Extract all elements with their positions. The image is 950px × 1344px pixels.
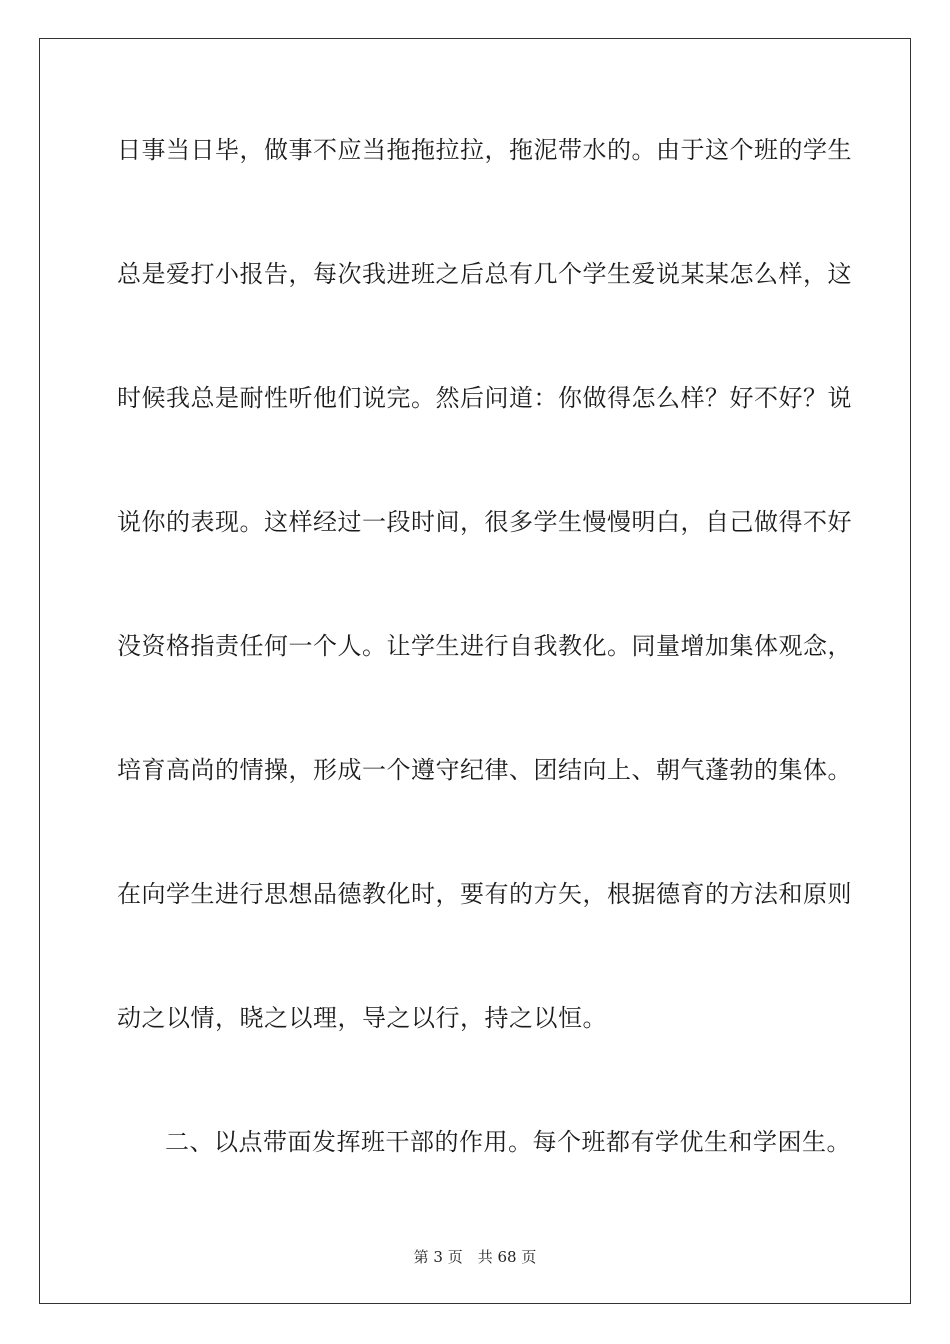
text-line: 日事当日毕，做事不应当拖拖拉拉，拖泥带水的。由于这个班的学生 — [117, 136, 852, 164]
text-line: 在向学生进行思想品德教化时，要有的方矢，根据德育的方法和原则 — [117, 880, 852, 908]
text-line: 培育高尚的情操，形成一个遵守纪律、团结向上、朝气蓬勃的集体。 — [117, 756, 852, 784]
page-number-footer: 第 3 页 共 68 页 — [413, 1248, 537, 1266]
text-line: 动之以情，晓之以理，导之以行，持之以恒。 — [117, 1004, 607, 1032]
text-line: 时候我总是耐性听他们说完。然后问道：你做得怎么样？好不好？说 — [117, 384, 852, 412]
text-line: 说你的表现。这样经过一段时间，很多学生慢慢明白，自己做得不好 — [117, 508, 852, 536]
text-line: 没资格指责任何一个人。让学生进行自我教化。同量增加集体观念， — [117, 632, 852, 660]
text-line: 总是爱打小报告，每次我进班之后总有几个学生爱说某某怎么样，这 — [117, 260, 852, 288]
text-line-heading: 二、以点带面发挥班干部的作用。每个班都有学优生和学困生。 — [165, 1128, 851, 1156]
document-body — [117, 128, 852, 1244]
